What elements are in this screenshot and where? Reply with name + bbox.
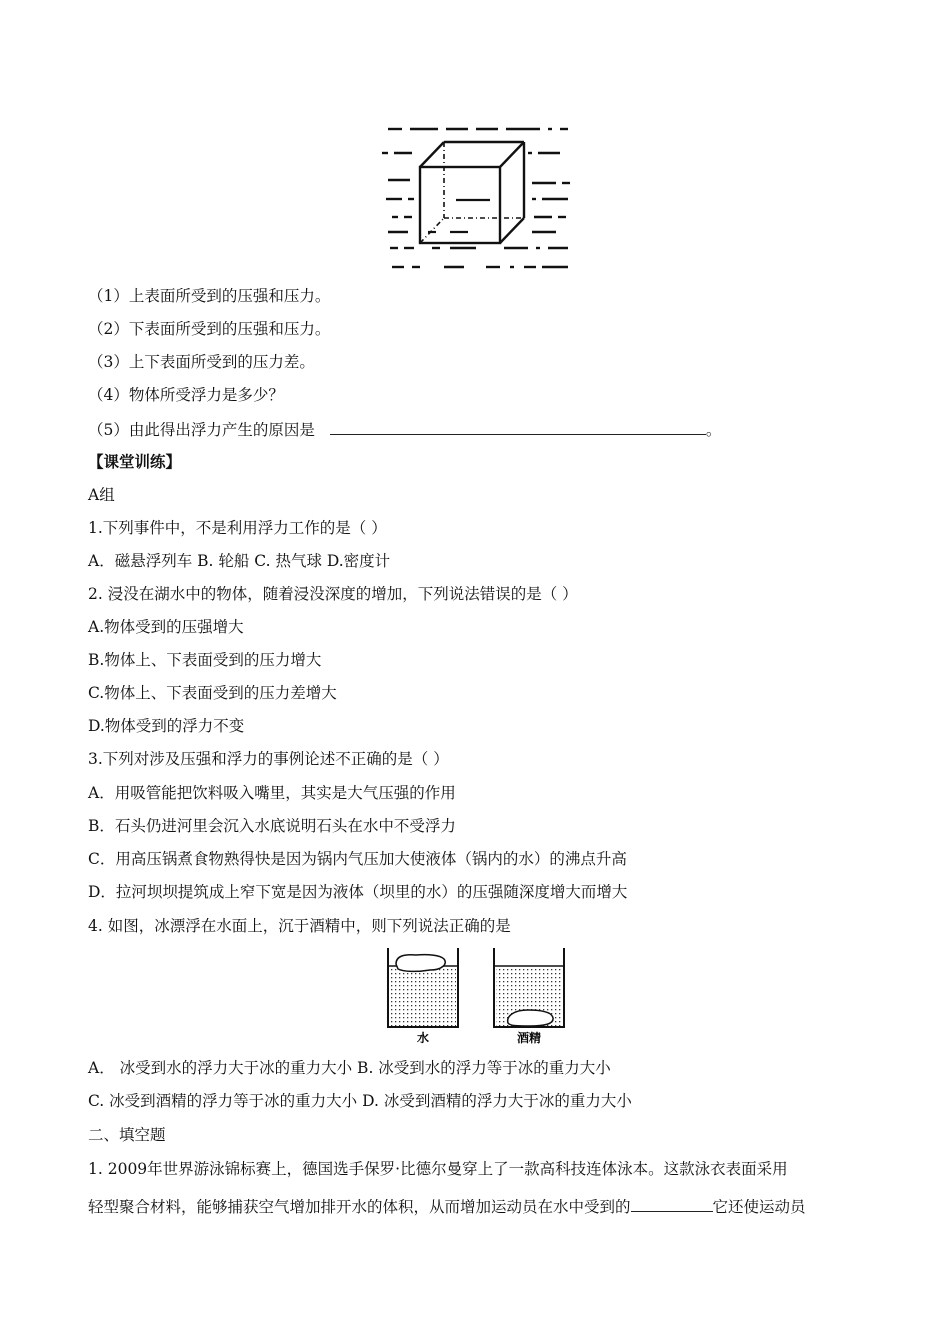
section-heading: 【课堂训练】 — [88, 452, 182, 471]
sub-question-5-prefix: （5）由此得出浮力产生的原因是 — [88, 421, 315, 439]
question-1-options: A．磁悬浮列车 B. 轮船 C. 热气球 D.密度计 — [88, 552, 391, 570]
fill-question-1-line-2 — [88, 1195, 806, 1217]
sub-question-5 — [88, 418, 721, 440]
fill-section-heading: 二、填空题 — [88, 1126, 166, 1144]
alcohol-label: 酒精 — [516, 1031, 542, 1045]
question-3-option-a: A．用吸管能把饮料吸入嘴里，其实是大气压强的作用 — [88, 784, 456, 802]
sunken-ice — [508, 1010, 553, 1026]
question-2-stem: 2. 浸没在湖水中的物体，随着浸没深度的增加，下列说法错误的是（ ） — [88, 585, 578, 603]
water-label: 水 — [416, 1031, 430, 1045]
question-3-option-d: D．拉河坝坝提筑成上窄下宽是因为液体（坝里的水）的压强随深度增大而增大 — [88, 883, 628, 901]
question-3-stem: 3.下列对涉及压强和浮力的事例论述不正确的是（ ） — [88, 750, 449, 768]
question-4-options-ab: A． 冰受到水的浮力大于冰的重力大小 B. 冰受到水的浮力等于冰的重力大小 — [88, 1059, 611, 1077]
question-3-option-b: B．石头仍进河里会沉入水底说明石头在水中不受浮力 — [88, 817, 456, 835]
question-2-option-b: B.物体上、下表面受到的压力增大 — [88, 651, 322, 669]
fill-question-1-line-2-suffix: 它还使运动员 — [712, 1198, 806, 1216]
question-2-option-d: D.物体受到的浮力不变 — [88, 717, 245, 735]
question-2-option-a: A.物体受到的压强增大 — [88, 618, 244, 636]
question-4-stem: 4. 如图，冰漂浮在水面上，沉于酒精中，则下列说法正确的是 — [88, 917, 511, 935]
question-1-stem: 1.下列事件中，不是利用浮力工作的是（ ） — [88, 519, 387, 537]
sub-question-4: （4）物体所受浮力是多少？ — [88, 386, 284, 404]
sub-question-3: （3）上下表面所受到的压力差。 — [88, 353, 315, 371]
floating-ice — [396, 955, 445, 972]
alcohol-beaker — [494, 948, 564, 1027]
cube-in-liquid-figure — [380, 120, 575, 272]
sub-question-5-suffix: 。 — [705, 421, 722, 439]
sub-question-2: （2）下表面所受到的压强和压力。 — [88, 320, 331, 338]
question-4-options-cd: C. 冰受到酒精的浮力等于冰的重力大小 D. 冰受到酒精的浮力大于冰的重力大小 — [88, 1092, 632, 1110]
water-beaker — [388, 948, 458, 1027]
question-2-option-c: C.物体上、下表面受到的压力差增大 — [88, 684, 337, 702]
answer-blank[interactable] — [330, 418, 706, 435]
ice-beakers-figure — [382, 944, 572, 1046]
group-label: A组 — [88, 486, 115, 504]
question-3-option-c: C．用高压锅煮食物熟得快是因为锅内气压加大使液体（锅内的水）的沸点升高 — [88, 850, 627, 868]
fill-question-1-line-1: 1. 2009年世界游泳锦标赛上，德国选手保罗·比德尔曼穿上了一款高科技连体泳本。这款泳衣表面采用 — [88, 1160, 788, 1178]
liquid-dashes — [382, 129, 570, 267]
sub-question-1: （1）上表面所受到的压强和压力。 — [88, 287, 331, 305]
fill-blank[interactable] — [631, 1195, 713, 1212]
fill-question-1-line-2-prefix: 轻型聚合材料，能够捕获空气增加排开水的体积，从而增加运动员在水中受到的 — [88, 1198, 631, 1216]
